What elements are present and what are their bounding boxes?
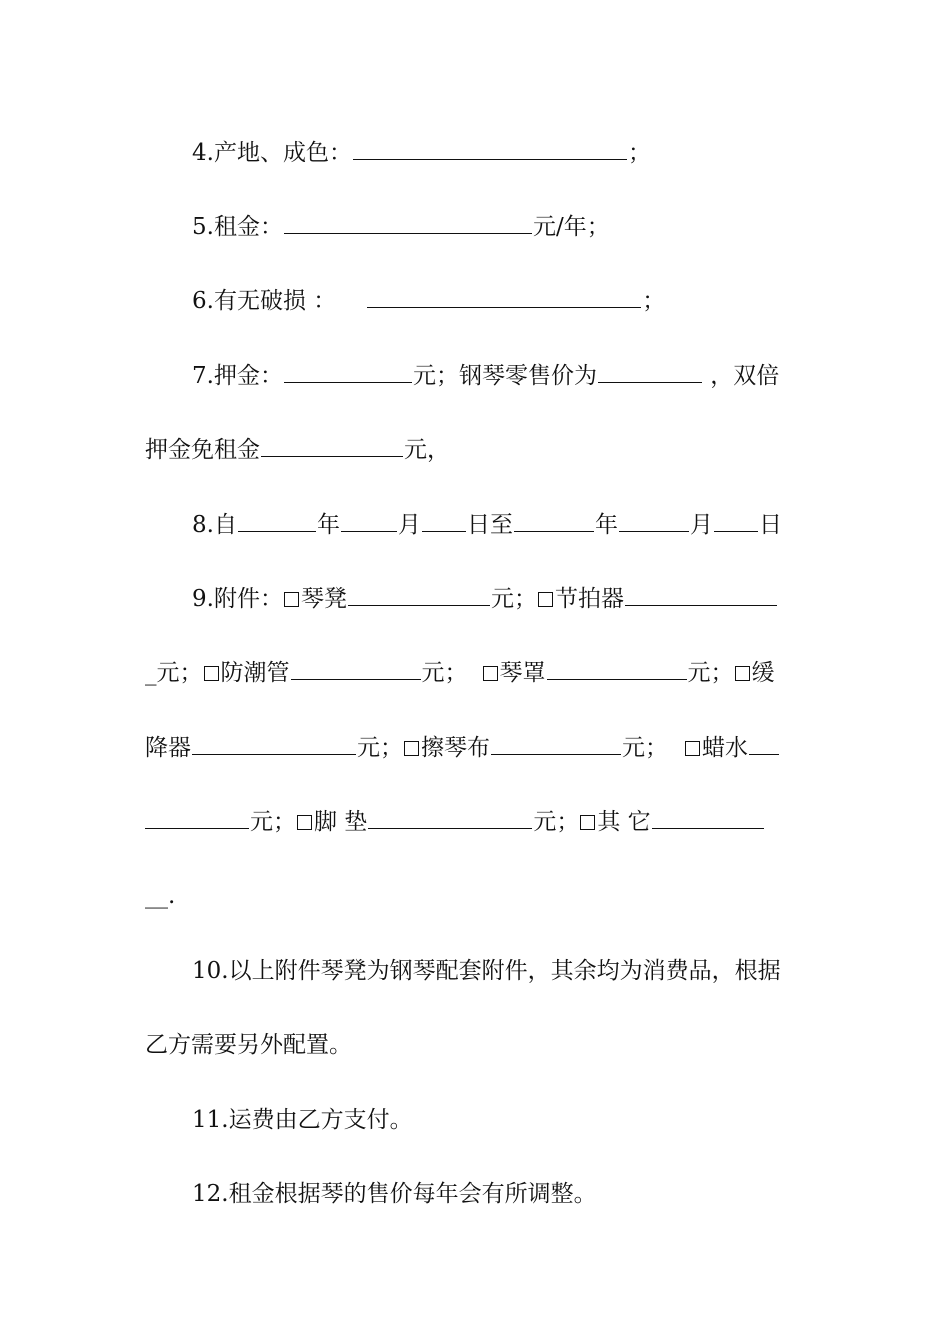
buffer-checkbox[interactable] (735, 666, 750, 681)
item-8-year2: 年 (594, 512, 618, 538)
buffer-label-end: 降器 (145, 735, 191, 761)
wax-yuan: 元； (250, 809, 296, 835)
buffer-label-start: 缓 (751, 660, 775, 686)
item-8-day2-blank[interactable] (714, 505, 758, 532)
other-blank-end: __. (145, 883, 176, 909)
cover-blank[interactable] (547, 653, 687, 680)
moisture-tube-checkbox[interactable] (204, 666, 219, 681)
item-7-tail: ，双倍 (702, 363, 780, 389)
stool-label: 琴凳 (300, 586, 347, 612)
item-10-cont: 乙方需要另外配置。 (145, 1032, 352, 1058)
item-11-label: 11.运费由乙方支付。 (192, 1107, 413, 1133)
wax-blank-start[interactable] (749, 728, 779, 755)
pad-yuan: 元； (533, 809, 580, 835)
item-8-month: 月 (397, 512, 421, 538)
pad-label: 脚 垫 (314, 809, 368, 835)
buffer-yuan: 元； (357, 735, 403, 761)
item-4-label: 4.产地、成色： (192, 140, 352, 166)
item-9-accessories-line3 (145, 728, 780, 768)
item-7-label: 7.押金： (192, 363, 283, 389)
wax-label: 蜡水 (702, 735, 748, 761)
stool-yuan: 元； (490, 586, 537, 612)
item-5-blank[interactable] (284, 207, 532, 234)
item-9-accessories-line2 (145, 653, 775, 693)
item-4-origin-condition (192, 133, 651, 173)
other-blank[interactable] (652, 802, 764, 829)
pad-checkbox[interactable] (297, 815, 312, 830)
other-label: 其 它 (597, 809, 651, 835)
item-7-deposit (192, 356, 779, 396)
item-5-unit: 元/年； (532, 214, 610, 240)
item-7-unit: 元；钢琴零售价为 (412, 363, 597, 389)
cover-checkbox[interactable] (483, 666, 498, 681)
item-8-month-blank[interactable] (341, 505, 397, 532)
metronome-yuan: _元； (145, 660, 203, 686)
cloth-blank[interactable] (491, 728, 621, 755)
item-7-rentfree-blank[interactable] (261, 430, 403, 457)
cloth-yuan: 元； (622, 735, 668, 761)
item-12-label: 12.租金根据琴的售价每年会有所调整。 (192, 1181, 597, 1207)
metronome-label: 节拍器 (554, 586, 624, 612)
pad-blank[interactable] (368, 802, 532, 829)
item-9-label: 9.附件： (192, 586, 283, 612)
item-7-price-blank[interactable] (598, 356, 702, 383)
metronome-checkbox[interactable] (538, 592, 553, 607)
wax-checkbox[interactable] (685, 741, 700, 756)
item-7-continuation (145, 430, 450, 470)
item-12-text (192, 1174, 597, 1214)
item-7-deposit-blank[interactable] (284, 356, 412, 383)
item-4-end: ； (627, 140, 651, 166)
item-8-year2-blank[interactable] (514, 505, 594, 532)
item-8-period (192, 505, 782, 545)
wax-blank-end[interactable] (145, 802, 249, 829)
item-9-accessories-line5 (145, 876, 175, 916)
cloth-label: 擦琴布 (421, 735, 490, 761)
item-9-accessories-line1 (192, 579, 778, 619)
item-10-text (192, 951, 781, 991)
buffer-blank[interactable] (192, 728, 356, 755)
item-7-cont-unit: 元， (404, 437, 450, 463)
item-6-end: ； (642, 288, 666, 314)
item-9-accessories-line4 (145, 802, 765, 842)
item-10-label: 10.以上附件琴凳为钢琴配套附件，其余均为消费品，根据 (192, 958, 781, 984)
item-8-month2-blank[interactable] (619, 505, 689, 532)
cover-yuan: 元； (687, 660, 734, 686)
item-4-blank[interactable] (353, 133, 627, 160)
item-8-day-to: 日至 (466, 512, 513, 538)
item-8-day-blank[interactable] (422, 505, 466, 532)
cloth-checkbox[interactable] (404, 741, 419, 756)
item-10-continuation (145, 1025, 352, 1065)
metronome-blank[interactable] (625, 579, 777, 606)
moisture-tube-label: 防潮管 (220, 660, 290, 686)
item-8-label: 8.自 (192, 512, 237, 538)
item-6-blank[interactable] (367, 281, 641, 308)
item-5-rent (192, 207, 610, 247)
item-7-cont: 押金免租金 (145, 437, 260, 463)
item-5-label: 5.租金： (192, 214, 283, 240)
item-8-day2: 日 (758, 512, 782, 538)
other-checkbox[interactable] (580, 815, 595, 830)
moisture-tube-blank[interactable] (291, 653, 421, 680)
stool-checkbox[interactable] (284, 592, 299, 607)
item-8-year: 年 (316, 512, 340, 538)
item-8-month2: 月 (689, 512, 713, 538)
item-6-damage (192, 281, 665, 321)
moisture-tube-yuan: 元； (421, 660, 468, 686)
item-11-text (192, 1100, 413, 1140)
item-6-label: 6.有无破损 ： (192, 288, 337, 314)
stool-blank[interactable] (348, 579, 490, 606)
item-8-year-blank[interactable] (238, 505, 316, 532)
cover-label: 琴罩 (499, 660, 546, 686)
